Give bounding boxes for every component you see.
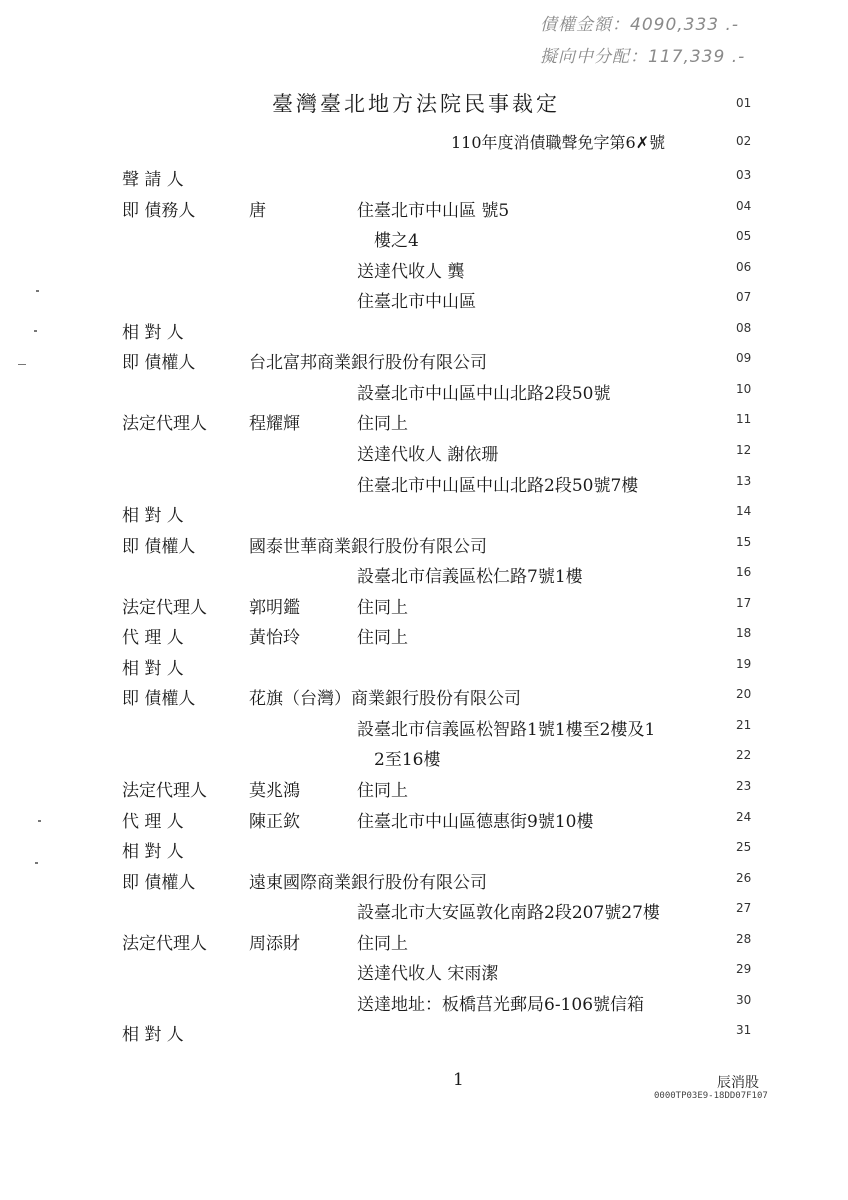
- line-number: 13: [736, 474, 752, 488]
- document-line: [0, 318, 848, 348]
- document-line: [0, 990, 848, 1020]
- party-address: 設臺北市信義區松仁路7號1樓: [357, 567, 583, 587]
- party-address: 住同上: [357, 414, 408, 434]
- line-role-label: 即 債權人: [122, 873, 196, 893]
- party-address: 送達代收人 龔: [357, 262, 465, 282]
- document-line: [0, 196, 848, 226]
- line-number: 14: [736, 504, 752, 518]
- document-line: [0, 959, 848, 989]
- line-number: 24: [736, 810, 752, 824]
- party-address: 住臺北市中山區德惠街9號10樓: [357, 812, 594, 832]
- party-address: 住同上: [357, 598, 408, 618]
- scan-mark: [18, 364, 26, 365]
- party-address: 住臺北市中山區 號5: [357, 201, 510, 221]
- party-name: 莫兆鴻: [249, 781, 300, 801]
- document-line: [0, 165, 848, 195]
- party-address: 設臺北市大安區敦化南路2段207號27樓: [357, 903, 660, 923]
- document-line: [0, 593, 848, 623]
- line-number: 06: [736, 260, 752, 274]
- line-role-label: 相 對 人: [122, 842, 184, 862]
- line-number: 07: [736, 290, 752, 304]
- document-line: [0, 898, 848, 928]
- document-line: [0, 532, 848, 562]
- party-name: 國泰世華商業銀行股份有限公司: [249, 537, 487, 557]
- party-name: 黃怡玲: [249, 628, 300, 648]
- department-label: 辰消股: [717, 1075, 759, 1091]
- line-role-label: 代 理 人: [122, 812, 184, 832]
- line-role-label: 法定代理人: [122, 598, 207, 618]
- document-title: 臺灣臺北地方法院民事裁定: [272, 92, 560, 116]
- document-line: [0, 684, 848, 714]
- line-number: 03: [736, 168, 752, 182]
- line-number: 17: [736, 596, 752, 610]
- line-number: 20: [736, 687, 752, 701]
- case-number: 110年度消債職聲免字第6✗號: [451, 133, 666, 152]
- line-number: 08: [736, 321, 752, 335]
- line-number: 28: [736, 932, 752, 946]
- document-line: [0, 440, 848, 470]
- line-number: 19: [736, 657, 752, 671]
- party-address: 住臺北市中山區中山北路2段50號7樓: [357, 476, 639, 496]
- party-name: 陳正欽: [249, 812, 300, 832]
- document-line: [0, 837, 848, 867]
- party-name: 周添財: [249, 934, 300, 954]
- document-line: [0, 868, 848, 898]
- handwritten-note-claim-amount: 債權金額：4090,333 .-: [540, 15, 740, 35]
- party-name: 台北富邦商業銀行股份有限公司: [249, 353, 487, 373]
- scan-mark: [36, 290, 39, 292]
- party-address: 住同上: [357, 934, 408, 954]
- party-name: 程耀輝: [249, 414, 300, 434]
- line-number: 29: [736, 962, 752, 976]
- document-line: [0, 348, 848, 378]
- party-name: 花旗（台灣）商業銀行股份有限公司: [249, 689, 521, 709]
- line-number: 16: [736, 565, 752, 579]
- line-role-label: 法定代理人: [122, 781, 207, 801]
- line-role-label: 代 理 人: [122, 628, 184, 648]
- document-line: [0, 1020, 848, 1050]
- document-line: [0, 471, 848, 501]
- party-address: 住同上: [357, 781, 408, 801]
- scan-mark: [35, 862, 38, 864]
- line-role-label: 即 債權人: [122, 689, 196, 709]
- document-line: [0, 379, 848, 409]
- line-role-label: 即 債務人: [122, 201, 196, 221]
- line-number: 25: [736, 840, 752, 854]
- line-number: 21: [736, 718, 752, 732]
- party-address: 設臺北市信義區松智路1號1樓至2樓及1: [357, 720, 656, 740]
- line-number: 27: [736, 901, 752, 915]
- line-number: 04: [736, 199, 752, 213]
- party-name: 唐: [249, 201, 266, 221]
- line-number: 26: [736, 871, 752, 885]
- document-line: [0, 257, 848, 287]
- line-number: 12: [736, 443, 752, 457]
- party-address: 住同上: [357, 628, 408, 648]
- line-number: 31: [736, 1023, 752, 1037]
- line-role-label: 相 對 人: [122, 323, 184, 343]
- line-number: 30: [736, 993, 752, 1007]
- document-line: [0, 715, 848, 745]
- party-address: 送達代收人 謝依珊: [357, 445, 499, 465]
- document-line: [0, 776, 848, 806]
- line-number: 18: [736, 626, 752, 640]
- line-number: 01: [736, 96, 752, 110]
- line-number: 22: [736, 748, 752, 762]
- document-line: [0, 623, 848, 653]
- line-role-label: 即 債權人: [122, 537, 196, 557]
- party-address: 送達代收人 宋雨潔: [357, 964, 499, 984]
- line-role-label: 聲 請 人: [122, 170, 184, 190]
- document-line: [0, 929, 848, 959]
- line-number: 05: [736, 229, 752, 243]
- line-number: 23: [736, 779, 752, 793]
- line-number: 02: [736, 134, 752, 148]
- line-number: 10: [736, 382, 752, 396]
- party-name: 遠東國際商業銀行股份有限公司: [249, 873, 487, 893]
- line-number: 15: [736, 535, 752, 549]
- party-address: 設臺北市中山區中山北路2段50號: [357, 384, 611, 404]
- scan-mark: [38, 820, 41, 822]
- party-address-continued: 樓之4: [374, 231, 419, 251]
- line-number: 11: [736, 412, 752, 426]
- handwritten-note-distribution: 擬向中分配：117,339 .-: [540, 47, 746, 67]
- party-address: 送達地址：板橋莒光郵局6-106號信箱: [357, 995, 645, 1015]
- line-role-label: 相 對 人: [122, 659, 184, 679]
- document-line: [0, 745, 848, 775]
- line-number: 09: [736, 351, 752, 365]
- line-role-label: 法定代理人: [122, 934, 207, 954]
- document-line: [0, 654, 848, 684]
- document-line: [0, 562, 848, 592]
- line-role-label: 即 債權人: [122, 353, 196, 373]
- party-address-continued: 2至16樓: [374, 750, 441, 770]
- document-line: [0, 409, 848, 439]
- line-role-label: 相 對 人: [122, 1025, 184, 1045]
- document-line: [0, 501, 848, 531]
- document-id: 0000TP03E9-18DD07F107: [654, 1091, 768, 1101]
- document-line: [0, 226, 848, 256]
- page-number: 1: [453, 1070, 464, 1090]
- party-address: 住臺北市中山區: [357, 292, 476, 312]
- party-name: 郭明鑑: [249, 598, 300, 618]
- line-role-label: 相 對 人: [122, 506, 184, 526]
- scan-mark: [34, 330, 37, 332]
- line-role-label: 法定代理人: [122, 414, 207, 434]
- document-line: [0, 287, 848, 317]
- document-line: [0, 807, 848, 837]
